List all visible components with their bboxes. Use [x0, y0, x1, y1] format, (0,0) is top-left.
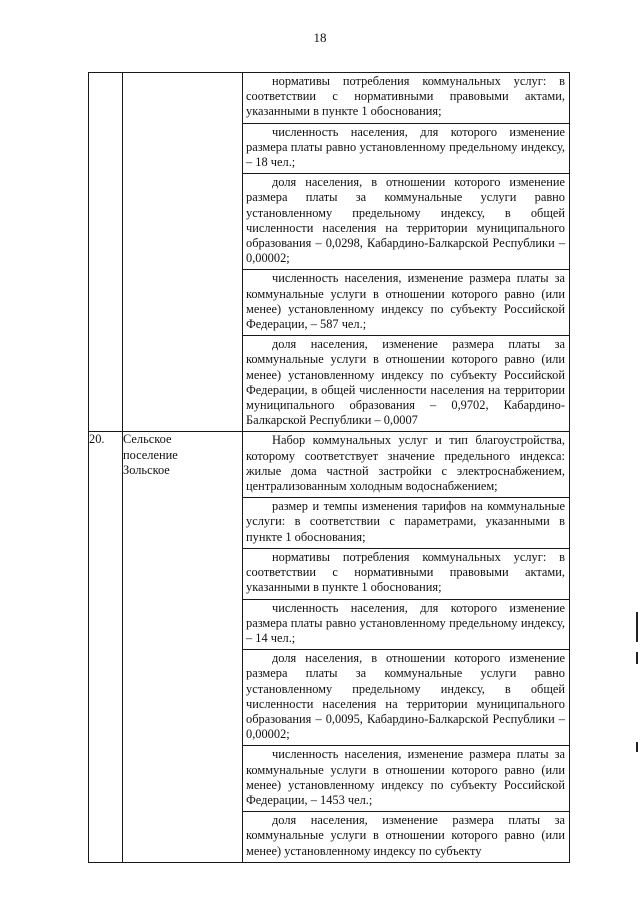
description-paragraph: нормативы потребления коммунальных услуг: в соответствии с нормативными правовыми актами, указанными в пункте 1 обоснования;	[243, 73, 569, 124]
description-paragraph: численность населения, для которого изменение размера платы равно установленному предельному индексу, – 18 чел.;	[243, 124, 569, 175]
settlement-name-line: поселение	[123, 447, 178, 462]
settlement-name-cell	[123, 73, 243, 432]
table-row	[89, 432, 570, 862]
description-paragraph: доля населения, изменение размера платы за коммунальные услуги в отношении которого равно (или менее) установленному индексу по субъекту Российской Федерации, в общей численности населения на территории муниципального образования – 0,9702, Кабардино-Балкарской Республики – 0,0007	[246, 337, 565, 428]
description-paragraph: численность населения, изменение размера платы за коммунальные услуги в отношении которого равно (или менее) установленному индексу по субъекту Российской Федерации, – 1453 чел.;	[243, 746, 569, 812]
settlement-name-line: Сельское	[123, 432, 172, 447]
row-number-cell: 20.	[89, 432, 123, 862]
description-paragraph: доля населения, в отношении которого изменение размера платы за коммунальные услуги равно установленному предельному индексу, в общей численности населения на территории муниципального образования – 0,0298, Кабардино-Балкарской Республики – 0,00002;	[243, 174, 569, 270]
description-paragraph: численность населения, для которого изменение размера платы равно установленному предельному индексу, – 14 чел.;	[243, 600, 569, 651]
description-paragraph: доля населения, изменение размера платы за коммунальные услуги в отношении которого равно (или менее) установленному индексу по субъекту	[246, 813, 565, 858]
page-number: 18	[313, 30, 327, 45]
description-cell	[243, 432, 570, 862]
description-paragraph: численность населения, изменение размера платы за коммунальные услуги в отношении которого равно (или менее) установленному индексу по субъекту Российской Федерации, – 587 чел.;	[243, 270, 569, 336]
scan-edge-mark	[636, 612, 638, 642]
settlement-name-line: Зольское	[123, 462, 170, 477]
description-paragraph: доля населения, в отношении которого изменение размера платы за коммунальные услуги равно установленному предельному индексу, в общей численности населения на территории муниципального образования – 0,0095, Кабардино-Балкарской Республики – 0,00002;	[243, 650, 569, 746]
settlement-name-cell	[123, 432, 243, 862]
scan-edge-mark	[636, 742, 638, 752]
description-paragraph: размер и темпы изменения тарифов на коммунальные услуги: в соответствии с параметрами, указанными в пункте 1 обоснования;	[243, 498, 569, 549]
document-table	[88, 72, 570, 863]
table-row	[89, 73, 570, 432]
description-paragraph: Набор коммунальных услуг и тип благоустройства, которому соответствует значение предельного индекса: жилые дома частной застройки с электроснабжением, централизованным холодным водоснабжением;	[243, 432, 569, 498]
scan-edge-mark	[636, 652, 638, 664]
row-number-cell	[89, 73, 123, 432]
description-cell	[243, 73, 570, 432]
description-paragraph: нормативы потребления коммунальных услуг: в соответствии с нормативными правовыми актами, указанными в пункте 1 обоснования;	[243, 549, 569, 600]
table-body	[89, 73, 570, 863]
